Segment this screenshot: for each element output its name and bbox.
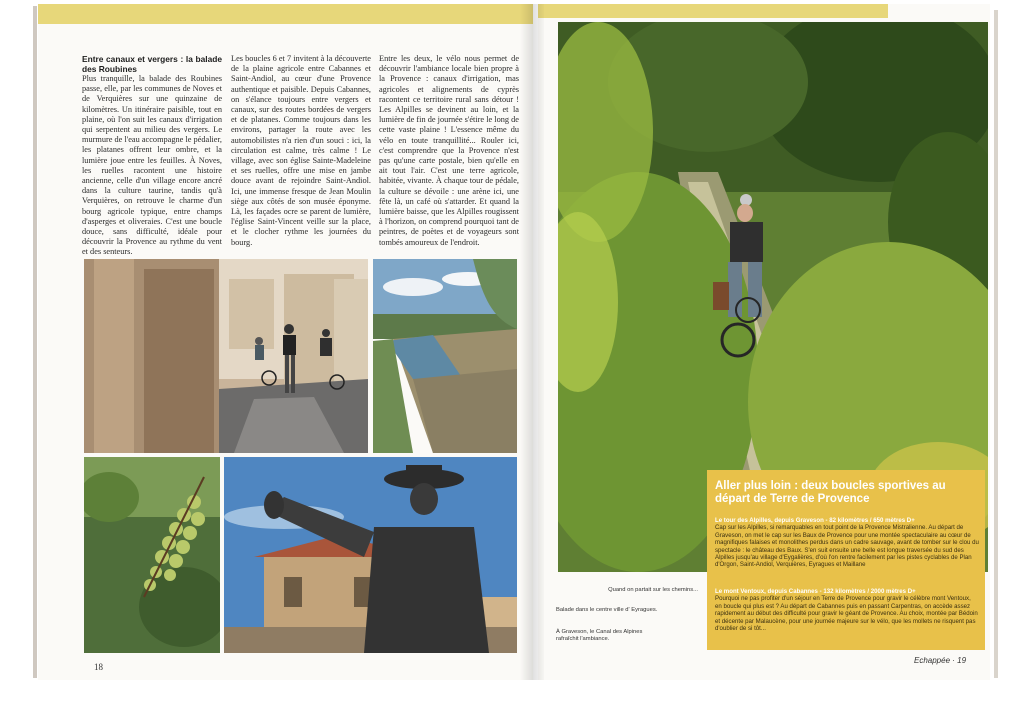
column-2-text: Les boucles 6 et 7 invitent à la découverte de la plaine agricole entre Cabannes et Saint-Andiol, au cœur d'une Provence authentique et paisible. Depuis Cabannes, on s'élance toujours entre vergers et canaux, sur des routes bordées de vergers et de platanes. Comme toujours dans les environs, partager la route avec les automobilistes n'a rien d'un souci : ici, la circulation est calme, très calme ! Le village, avec son église Sainte-Madeleine et ses ruelles, offre une mise en jambe douce avant de rejoindre Saint-Andiol. Ici, une immense fresque de Jean Moulin siège aux côtés de son musée éponyme. Là, les façades ocre se parent de lumière, l'église Saint-Vincent veille sur la place, et le clocher rythme les journées du bourg.: [231, 54, 371, 247]
further-routes-box: [707, 470, 985, 650]
text-column-2: [231, 54, 371, 248]
left-page-edge: [33, 6, 37, 678]
header-yellow-strip: [38, 4, 533, 24]
column-3-text: Entre les deux, le vélo nous permet de découvrir l'ambiance locale bien propre à la Provence : canaux d'irrigation, mas agricoles et alignements de cyprès racontent ce territoire rural sans détour ! Les Alpilles se devinent au loin, et la lumière de fin de journée s'étire le long de cette vaste plaine ! L'essence même du vélo en toute tranquillité... Rouler ici, c'est comprendre que la Provence n'est pas qu'une carte postale, bien qu'elle en ait tout l'air. C'est une terre agricole, habitée, vivante. À chaque tour de pédale, la culture se dévoile : une arène ici, une fête là, un café où s'attarder. Et quand la lumière baisse, que les Alpilles rougissent à l'horizon, on comprend pourquoi tant de peintres, de poètes et de voyageurs sont tombés amoureux de l'endroit.: [379, 54, 519, 247]
gutter-shadow: [520, 4, 544, 680]
route-1-text: Cap sur les Alpilles, si remarquables en tout point de la Provence Mistralienne. Au départ de Graveson, on met le cap sur les Baux de Provence pour une montée spectaculaire au cœur de magnifiques falaises et monolithes perdus dans un cadre sauvage, avant de tomber sur le clou du spectacle : le château des Baux. S'en suit ensuite une belle est longue traversée du sud des Alpilles jusqu'au village d'Eygalières, d'où l'on rentre facilement par les pistes cyclables de Plan d'Orgon, Saint-Andiol, Verquières, Eyragues et Maillane: [715, 524, 979, 569]
caption-canal: À Graveson, le Canal des Alpines rafraîchit l'ambiance.: [556, 629, 643, 642]
text-column-1: [82, 54, 222, 258]
photo-statue: [224, 457, 517, 653]
header-yellow-strip-right: [538, 4, 888, 18]
page-number-left: 18: [94, 662, 103, 672]
column-1-text: Plus tranquille, la balade des Roubines passe, elle, par les communes de Noves et de Verquières sur une quinzaine de kilomètres. Un itinéraire paisible, tout en plaine, où l'on suit les canaux d'irrigation qui serpentent au milieu des vergers. Le murmure de l'eau accompagne le pédalier, les platanes offrent leur ombre, et la lumière joue entre les feuilles. À Noves, les ruelles racontent une histoire ancienne, celle d'un village encore ancré dans la culture taurine, tandis qu'à Verquières, on retrouve le charme d'un bourg agricole typique, entre champs d'asperges et oliveraies. C'est une boucle douce, sans difficulté, idéale pour découvrir la Provence au rythme du vent et des senteurs.: [82, 74, 222, 257]
photo-canal: [373, 259, 517, 453]
caption-village: Balade dans le centre ville d' Eyragues.: [556, 607, 658, 613]
page-footer-right: Echappée · 19: [914, 656, 967, 665]
left-page: [38, 4, 533, 680]
box-title: Aller plus loin : deux boucles sportives au départ de Terre de Provence: [715, 480, 946, 505]
section-heading: Entre canaux et vergers : la balade des Roubines: [82, 54, 222, 74]
route-1: [715, 517, 979, 569]
route-2-text: Pourquoi ne pas profiter d'un séjour en Terre de Provence pour gravir le célèbre mont Ventoux, en boucle qui plus est ? Au départ de Cabannes puis en passant Carpentras, on accède assez rapidement au début des difficulté pour gravir le géant de Provence. Au choix, montée par Bédoin et décente par Malaucène, pour une journée majeure sur le vélo, que les mollets ne risquent pas d'oublier de si tôt...: [715, 595, 978, 633]
photo-grapes: [84, 457, 220, 653]
route-2: [715, 588, 979, 632]
right-page-edge: [994, 10, 998, 678]
route-2-title: Le mont Ventoux, depuis Cabannes - 132 kilomètres / 2000 mètres D+: [715, 588, 916, 595]
photo-cyclists-village: [84, 259, 368, 453]
caption-main-photo: Quand on partait sur les chemins...: [608, 587, 698, 593]
route-1-title: Le tour des Alpilles, depuis Graveson - 82 kilomètres / 650 mètres D+: [715, 517, 915, 524]
text-column-3: [379, 54, 519, 248]
